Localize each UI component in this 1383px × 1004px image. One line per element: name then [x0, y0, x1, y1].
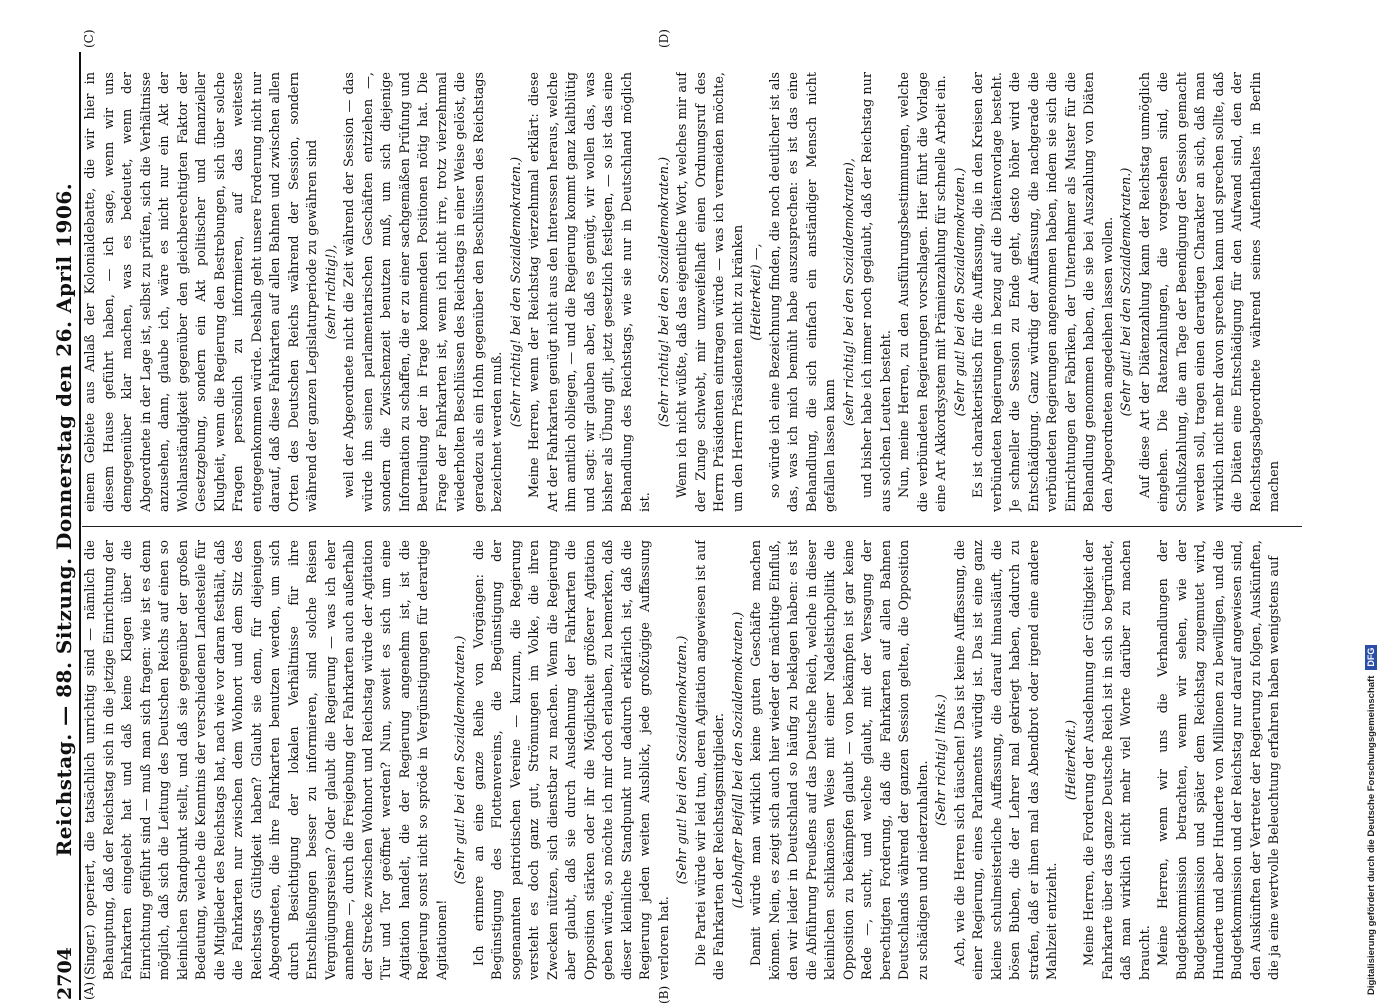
paragraph: (Sehr gut! bei den Sozialdemokraten.): [453, 635, 468, 885]
paragraph: Damit würde man wirklich keine guten Geschäfte machen können. Nein, es zeigt sich auch hier wieder der mächtige Einfluß, den wir leider in Deutschland so häufig zu beklagen haben: es ist die Abführung Preußens auf das Deutsche Reich, welche in dieser kleinlichen schikanösen Weise mit einer Nadelstichpolitik die Opposition zu bekämpfen glaubt — von bekämpfen ist gar keine Rede —, sucht, und welche glaubt, mit der Versagung der berechtigten Forderung, daß die Fahrkarten auf allen Bahnen Deutschlands während der ganzen Session gelten, die Opposition zu schädigen und niederzuhalten.: [749, 540, 931, 980]
paragraph: (Sehr richtig! bei den Sozialdemokraten.): [656, 156, 672, 428]
left-column: [82, 540, 1302, 980]
paragraph: Nun, meine Herren, zu den Ausführungsbestimmungen, welche die verbündeten Regierungen vorschlagen. Hier führt die Vorlage eine Art Akkordsystem mit Prämienzahlung für schnelle Arbeit ein.: [897, 72, 949, 512]
credit-text: Digitalisierung gefördert durch die Deutsche Forschungsgemeinschaft: [1365, 675, 1377, 995]
paragraph: Es ist charakteristisch für die Auffassung, die in den Kreisen der verbündeten Regierungen in bezug auf die Diätenvorlage besteht. Je schneller die Session zu Ende geht, desto höher wird die Entschädigung. Ganz würdig der Auffassung, die nachgerade die verbündeten Regierungen angenommen haben, indem sie sich die Einrichtungen der Fabriken, der Unternehmer als Muster für die Behandlung genommen haben, die sie bei Auszahlung von Diäten den Abgeordneten angedeihen lassen wollen.: [971, 72, 1116, 512]
paragraph: Meine Herren, wenn der Reichstag vierzehnmal erklärt: diese Art der Fahrkarten genügt nicht aus den Interessen heraus, welche ihm amtlich obliegen, — und die Regierung kommt ganz kaltblütig und sagt: wir glauben aber, daß es genügt, wir wollen das, was bisher als Übung gilt, jetzt gesetzlich festlegen, — so ist das eine Behandlung des Reichstags, wie sie nur in Deutschland möglich ist.: [527, 72, 653, 512]
paragraph: Ach, wie die Herren sich täuschen! Das ist keine Auffassung, die einer Regierung, eines Parlaments würdig ist. Das ist eine ganz kleine schulmeisterliche Auffassung, die darauf hinausläuft, die bösen Buben, die der Lehrer mal gekriegt haben, dadurch zu strafen, daß er ihnen mal das Abendbrot oder irgend eine andere Mahlzeit entzieht.: [952, 540, 1060, 980]
margin-mark-b: (B): [657, 985, 671, 1004]
margin-mark-d: (D): [657, 29, 671, 48]
page-title: Reichstag. — 88. Sitzung. Donnerstag den 26. April 1906.: [52, 182, 76, 857]
page-number: 2704: [54, 947, 76, 1000]
paragraph: Die Partei würde wir leid tun, deren Agitation angewiesen ist auf die Fahrkarten der Reichstagsmitglieder.: [693, 540, 727, 980]
margin-mark-a: (A): [82, 981, 96, 1000]
running-head: [42, 52, 81, 1000]
paragraph: Meine Herren, die Forderung der Ausdehnung der Gültigkeit der Fahrkarte über das ganze Deutsche Reich ist in sich so begründet, daß man wirklich nicht mehr viel Worte darüber zu machen braucht.: [1082, 540, 1153, 980]
paragraph: (Sehr gut! bei den Sozialdemokraten.): [952, 167, 968, 417]
right-column: [82, 72, 1302, 512]
paragraph: (Heiterkeit.): [1063, 719, 1079, 801]
paragraph: (sehr richtig! bei den Sozialdemokraten),: [841, 158, 857, 426]
paragraph: (Sehr gut! bei den Sozialdemokraten.): [1119, 167, 1134, 417]
paragraph: so würde ich eine Bezeichnung finden, die noch deutlicher ist als das, was ich mich bemüht habe auszusprechen: es ist das eine Behandlung, die sich einfach ein anständiger Mensch nicht gefallen lassen kann: [767, 72, 838, 512]
paragraph: (Lebhafter Beifall bei den Sozialdemokraten.): [730, 611, 746, 909]
column-divider: [82, 526, 1302, 527]
paragraph: (Heiterkeit) —,: [749, 243, 764, 341]
paragraph: Auf diese Art der Diätenzahlung kann der Reichstag unmöglich eingehen. Die Ratenzahlungen, die vorgesehen sind, die Schlußzahlung, die am Tage der Beendigung der Session gemacht werden soll, tragen einen derartigen Charakter an sich, daß man wirklich nicht mehr davon sprechen kann und sprechen sollte, daß die Diäten eine Entschädigung für den Aufwand sind, den der Reichstagsabgeordnete während seines Aufenthaltes in Berlin machen: [1137, 72, 1282, 512]
paragraph: Meine Herren, wenn wir uns die Verhandlungen der Budgetkommission betrachten, wenn wir sehen, wie der Budgetkommission und später dem Reichstag zugemutet wird, Hunderte und aber Hunderte von Millionen zu bewilligen, und die Budgetkommission und der Reichstag nur darauf angewiesen sind, den Auskünften der Vertreter der Regierung zu folgen, Auskünften, die ja eine wertvolle Beleuchtung erfahren haben wenigstens auf: [1156, 540, 1282, 980]
paragraph: (Sehr richtig! bei den Sozialdemokraten.): [508, 156, 524, 428]
paragraph: und bisher habe ich immer noch geglaubt, daß der Reichstag nur aus solchen Leuten besteht.: [860, 72, 894, 512]
paragraph: (sehr richtig!),: [323, 244, 339, 340]
dfg-logo: DFG: [1365, 645, 1377, 670]
paragraph: (Singer.) operiert, die tatsächlich unrichtig sind — nämlich die Behauptung, daß der Reichstag sich in die jetzige Einrichtung der Fahrkarten eingelebt hat und daß keine Klagen über die Einrichtung geführt sind — muß man sich fragen: wie ist es denn möglich, daß sich die Leitung des Deutschen Reichs auf einen so kleinlichen Standpunkt stellt, und daß sie gegenüber der großen Bedeutung, welche die Kenntnis der verschiedenen Landesteile für die Mitglieder des Reichstags hat, nach wie vor daran festhält, daß die Fahrkarten nur zwischen dem Wohnort und dem Sitz des Reichstags Gültigkeit haben? Glaubt sie denn, für diejenigen Abgeordneten, die ihre Fahrkarten benutzen werden, um sich durch Besichtigung der lokalen Verhältnisse für ihre Entschließungen besser zu informieren, sind solche Reisen Vergnügungsreisen? Oder glaubt die Regierung — was ich eher annehme —, durch die Freigebung der Fahrkarten auch außerhalb der Strecke zwischen Wohnort und Reichstag würde der Agitation Tür und Tor geöffnet werden? Nun, soweit es sich um eine Agitation handelt, die der Regierung angenehm ist, ist die Regierung sonst nicht so spröde in Vergünstigungen für derartige Agitationen!: [83, 540, 450, 980]
digitisation-notice: [1362, 5, 1380, 995]
paragraph: Wenn ich nicht wüßte, daß das eigentliche Wort, welches mir auf der Zunge schwebt, mir unzweifelhaft einen Ordnungsruf des Herrn Präsidenten eintragen würde — was ich vermeiden möchte, um den Herrn Präsidenten nicht zu kränken: [675, 72, 746, 512]
rotated-page: [42, 29, 1312, 1004]
paragraph: (Sehr gut! bei den Sozialdemokraten.): [675, 635, 690, 885]
paragraph: einem Gebiete aus Anlaß der Kolonialdebatte, die wir hier in diesem Hause geführt haben, — ich sage, wenn wir uns demgegenüber klar machen, was es bedeutet, wenn der Abgeordnete in der Lage ist, selbst zu prüfen, sich die Verhältnisse anzusehen, dann, glaube ich, wäre es nicht nur ein Akt der Wohlanständigkeit gegenüber den gleichberechtigten Faktor der Gesetzgebung, sondern ein Akt politischer und finanzieller Klugheit, wenn die Regierung den Bestrebungen, sich über solche Fragen persönlich zu informieren, auf das weiteste entgegenkommen würde. Deshalb geht unsere Forderung nicht nur darauf, daß diese Fahrkarten auf allen Bahnen und zwischen allen Orten des Deutschen Reichs während der Session, sondern während der ganzen Legislaturperiode zu gewähren sind: [83, 72, 320, 512]
paragraph: weil der Abgeordnete nicht die Zeit während der Session — das würde ihn seinen parlamentarischen Geschäften entziehen —, sondern die Zwischenzeit benutzen muß, um sich diejenige Information zu schaffen, die er zu einer sachgemäßen Prüfung und Beurteilung der in Frage kommenden Positionen nötig hat. Die Frage der Fahrkarten ist, wenn ich nicht irre, trotz vierzehnmal wiederholten Beschlüssen des Reichstags in einer Weise gelöst, die geradezu als ein Hohn gegenüber den Beschlüssen des Reichstags bezeichnet werden muß.: [342, 72, 505, 512]
paragraph: Ich erinnere an eine ganze Reihe von Vorgängen: die Begünstigung des Flottenvereins, die Begünstigung der sogenannten patriotischen Vereine — kurzum, die Regierung versteht es doch ganz gut, Strömungen im Volke, die ihren Zwecken nützen, sich dienstbar zu machen. Wenn die Regierung aber glaubt, daß sie durch Ausdehnung der Fahrkarten die Opposition stärken oder ihr die Möglichkeit größerer Agitation geben würde, so möchte ich mir doch erlauben, zu bemerken, daß dieser kleinliche Standpunkt nur dadurch erklärlich ist, daß die Regierung jeden weiten Ausblick, jede großzügige Auffassung verloren hat.: [471, 540, 672, 980]
paragraph: (Sehr richtig! links.): [934, 694, 949, 826]
margin-mark-c: (C): [82, 29, 96, 48]
